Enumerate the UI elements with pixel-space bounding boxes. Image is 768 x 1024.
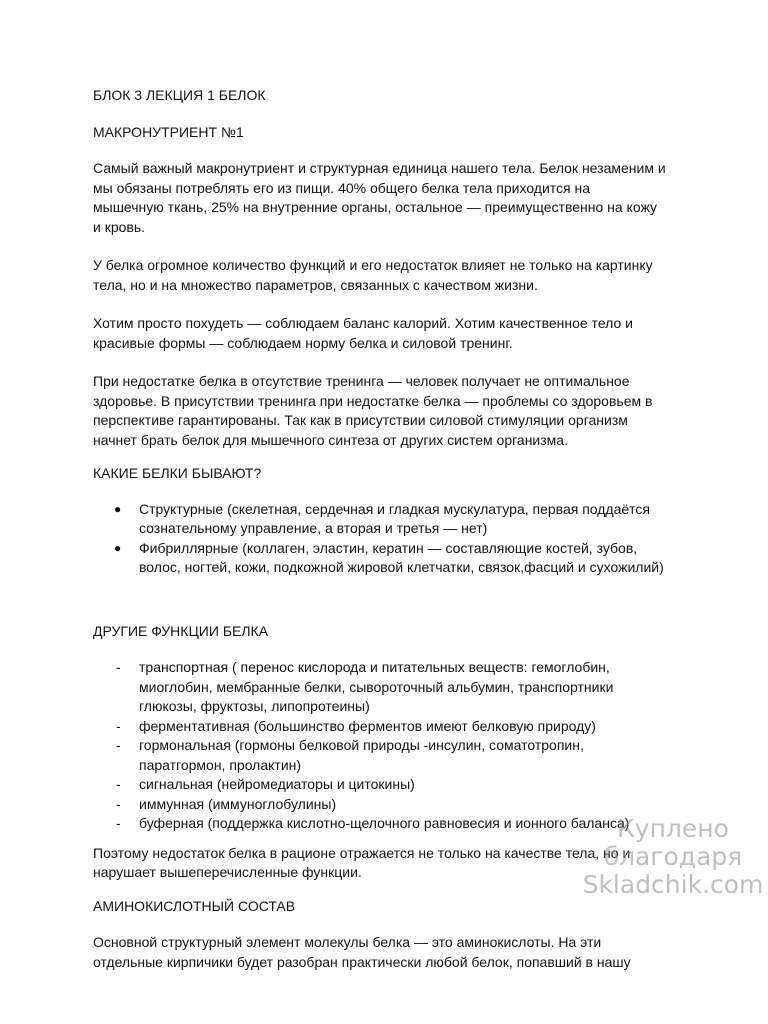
bullet-icon: ● — [114, 540, 122, 555]
text-line: ферментативная (большинство ферментов имеют белковую природу) — [139, 717, 596, 734]
text-line: При недостатке белка в отсутствие тренинга — человек получает не оптимальное — [93, 373, 630, 389]
dash-icon: - — [116, 815, 121, 831]
list-item — [93, 795, 693, 815]
dash-icon: - — [116, 776, 121, 792]
paragraph-1 — [93, 159, 693, 237]
section-heading-amino-acids: АМИНОКИСЛОТНЫЙ СОСТАВ — [93, 897, 296, 914]
text-line: гормональная (гормоны белковой природы -инсулин, соматотропин, — [139, 737, 584, 753]
text-line: сигнальная (нейромедиаторы и цитокины) — [139, 776, 415, 792]
dash-icon: - — [116, 659, 121, 675]
paragraph-6 — [93, 933, 693, 972]
text-line: Поэтому недостаток белка в рационе отражается не только на качестве тела, но и — [93, 844, 631, 861]
text-line: транспортная ( перенос кислорода и питательных веществ: гемоглобин, — [139, 659, 610, 675]
section-heading-macronutrient: МАКРОНУТРИЕНТ №1 — [93, 123, 244, 140]
text-line: и кровь. — [93, 218, 146, 235]
text-line: начнет брать белок для мышечного синтеза от других систем организма. — [93, 431, 568, 448]
section-heading-other-functions: ДРУГИЕ ФУНКЦИИ БЕЛКА — [93, 622, 269, 639]
watermark-line: благодаря — [603, 842, 743, 871]
list-item — [93, 717, 693, 737]
bullet-icon: ● — [114, 501, 122, 516]
text-line: иммунная (иммуноглобулины) — [139, 795, 337, 812]
protein-functions-list — [93, 658, 693, 834]
text-line: У белка огромное количество функций и его недостаток влияет не только на картинку — [93, 257, 653, 273]
text-line: глюкозы, фруктозы, липопротеины) — [139, 698, 370, 714]
list-item — [93, 775, 693, 795]
text-line: красивые формы — соблюдаем норму белка и силовой тренинг. — [93, 334, 513, 351]
watermark-line: Куплено — [617, 814, 729, 843]
text-line: отдельные кирпичики будет разобран практически любой белок, попавший в нашу — [93, 953, 631, 970]
text-line: Фибриллярные (коллаген, эластин, кератин — составляющие костей, зубов, — [139, 539, 638, 556]
list-item — [93, 658, 693, 717]
text-line: нарушает вышеперечисленные функции. — [93, 864, 362, 880]
paragraph-5 — [93, 844, 693, 883]
paragraph-2 — [93, 256, 693, 295]
protein-types-list — [93, 500, 693, 578]
text-line: Основной структурный элемент молекулы белка — это аминокислоты. На эти — [93, 934, 602, 950]
text-line: здоровье. В присутствии тренинга при недостатке белка — проблемы со здоровьем в — [93, 392, 653, 409]
dash-icon: - — [116, 737, 121, 753]
list-item — [93, 736, 693, 775]
text-line: тела, но и на множество параметров, связанных с качеством жизни. — [93, 276, 538, 293]
list-item — [93, 814, 693, 834]
section-heading-protein-types: КАКИЕ БЕЛКИ БЫВАЮТ? — [93, 465, 262, 481]
paragraph-4 — [93, 372, 693, 450]
text-line: мышечную ткань, 25% на внутренние органы, остальное — преимущественно на кожу — [93, 199, 657, 215]
list-item — [93, 539, 693, 578]
document-body — [93, 86, 693, 991]
text-line: перспективе гарантированы. Так как в присутствии силовой стимуляции организм — [93, 412, 628, 428]
list-item — [93, 500, 693, 539]
text-line: паратгормон, пролактин) — [139, 756, 302, 773]
text-line: миоглобин, мембранные белки, сывороточный альбумин, транспортники — [139, 678, 614, 695]
text-line: мы обязаны потреблять его из пищи. 40% общего белка тела приходится на — [93, 179, 591, 196]
watermark-line: Skladchik.com — [582, 870, 764, 899]
paragraph-3 — [93, 314, 693, 353]
document-title: БЛОК 3 ЛЕКЦИЯ 1 БЕЛОК — [93, 87, 266, 103]
text-line: волос, ногтей, кожи, подкожной жировой клетчатки, связок,фасций и сухожилий) — [139, 559, 664, 575]
text-line: Самый важный макронутриент и структурная единица нашего тела. Белок незаменим и — [93, 160, 666, 176]
text-line: Хотим просто похудеть — соблюдаем баланс калорий. Хотим качественное тело и — [93, 315, 633, 331]
text-line: сознательному управление, а вторая и третья — нет) — [139, 520, 488, 536]
text-line: буферная (поддержка кислотно-щелочного равновесия и ионного баланса) — [139, 815, 630, 831]
text-line: Структурные (скелетная, сердечная и гладкая мускулатура, первая поддаётся — [139, 500, 650, 517]
dash-icon: - — [116, 717, 121, 734]
dash-icon: - — [116, 795, 121, 812]
